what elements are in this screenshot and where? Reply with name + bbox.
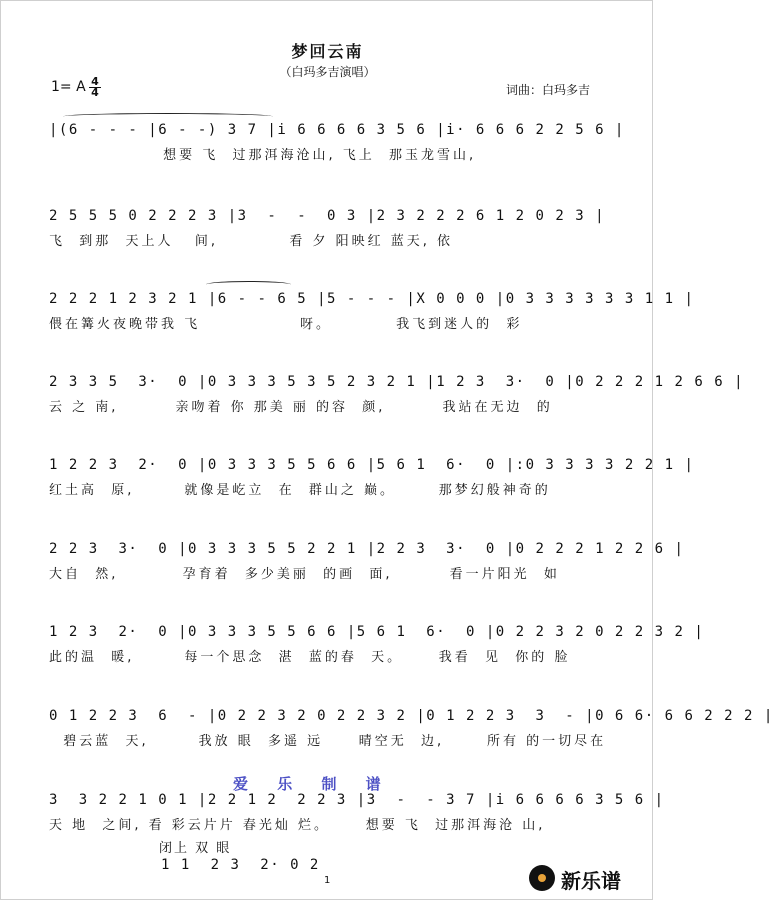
song-subtitle: （白玛多吉演唱） (279, 65, 376, 79)
lyrics-line: 大自 然, 孕育着 多少美丽 的画 面, 看一片阳光 如 (49, 567, 560, 582)
page-number: 1 (324, 875, 331, 886)
lyrics-line: 想要 飞 过那洱海沧山, 飞上 那玉龙雪山, (49, 148, 477, 163)
lyrics-line: 云 之 南, 亲吻着 你 那美 丽 的容 颜, 我站在无边 的 (49, 400, 553, 415)
lyrics-line: 红土高 原, 就像是屹立 在 群山之 巅。 那梦幻般神奇的 (49, 483, 551, 498)
lyrics-line: 此的温 暖, 每一个思念 湛 蓝的春 天。 我看 见 你的 脸 (49, 650, 571, 665)
watermark-text: 爱 乐 制 谱 (233, 775, 393, 793)
lyrics-line: 飞 到那 天上人 间, 看 夕 阳映红 蓝天, 依 (49, 234, 454, 249)
slur-mark (206, 281, 291, 288)
notes-line: 2 2 3 3· 0 |0 3 3 3 5 5 2 2 1 |2 2 3 3· 0 |0 2 2 2 1 2 2 6 | (49, 541, 685, 557)
song-title: 梦回云南 (291, 42, 364, 61)
notes-line: 1 2 2 3 2· 0 |0 3 3 3 5 5 6 6 |5 6 1 6· 0 |:0 3 3 3 3 2 2 1 | (49, 457, 695, 473)
notes-line: 2 5 5 5 0 2 2 2 3 |3 - - 0 3 |2 3 2 2 2 6 1 2 0 2 3 | (49, 208, 606, 224)
lyrics-line: 天 地 之间, 看 彩云片片 春光灿 烂。 想要 飞 过那洱海沧 山, (49, 818, 546, 833)
notes-line: 2 3 3 5 3· 0 |0 3 3 3 5 3 5 2 3 2 1 |1 2 3 3· 0 |0 2 2 2 1 2 6 6 | (49, 374, 745, 390)
lyrics-line: 碧云蓝 天, 我放 眼 多遥 远 晴空无 边, 所有 的一切尽在 (49, 734, 607, 749)
notes-line: |(6 - - - |6 - -) 3 7 |i 6 6 6 6 3 5 6 |i· 6 6 6 2 2 5 6 | (49, 122, 625, 138)
disc-icon (529, 865, 555, 891)
notes-line: 2 2 2 1 2 3 2 1 |6 - - 6 5 |5 - - - |X 0 0 0 |0 3 3 3 3 3 3 1 1 | (49, 291, 695, 307)
logo-text: 新乐谱 (561, 869, 621, 893)
credit: 词曲：白玛多吉 (506, 83, 591, 97)
time-signature-top: 4 (89, 77, 101, 88)
lyrics-line: 偎在篝火夜晚带我 飞 呀。 我飞到迷人的 彩 (49, 317, 523, 332)
notes-line: 0 1 2 2 3 6 - |0 2 2 3 2 0 2 2 3 2 |0 1 2 2 3 3 - |0 6 6· 6 6 2 2 2 | (49, 708, 774, 724)
notes-line: 3 3 2 2 1 0 1 |2 2 1 2 2 2 3 |3 - - 3 7 |i 6 6 6 6 3 5 6 | (49, 792, 665, 808)
coda-notes: 1 1 2 3 2· 0 2 (161, 857, 320, 873)
coda-lyric: 闭上 双 眼 (159, 841, 232, 856)
site-logo (529, 863, 649, 895)
notes-line: 1 2 3 2· 0 |0 3 3 3 5 5 6 6 |5 6 1 6· 0 |0 2 2 3 2 0 2 2 3 2 | (49, 624, 705, 640)
time-signature-bottom: 4 (91, 86, 99, 99)
slur-mark (63, 113, 273, 120)
key-signature: 1= A (51, 79, 86, 95)
time-signature (89, 77, 101, 98)
